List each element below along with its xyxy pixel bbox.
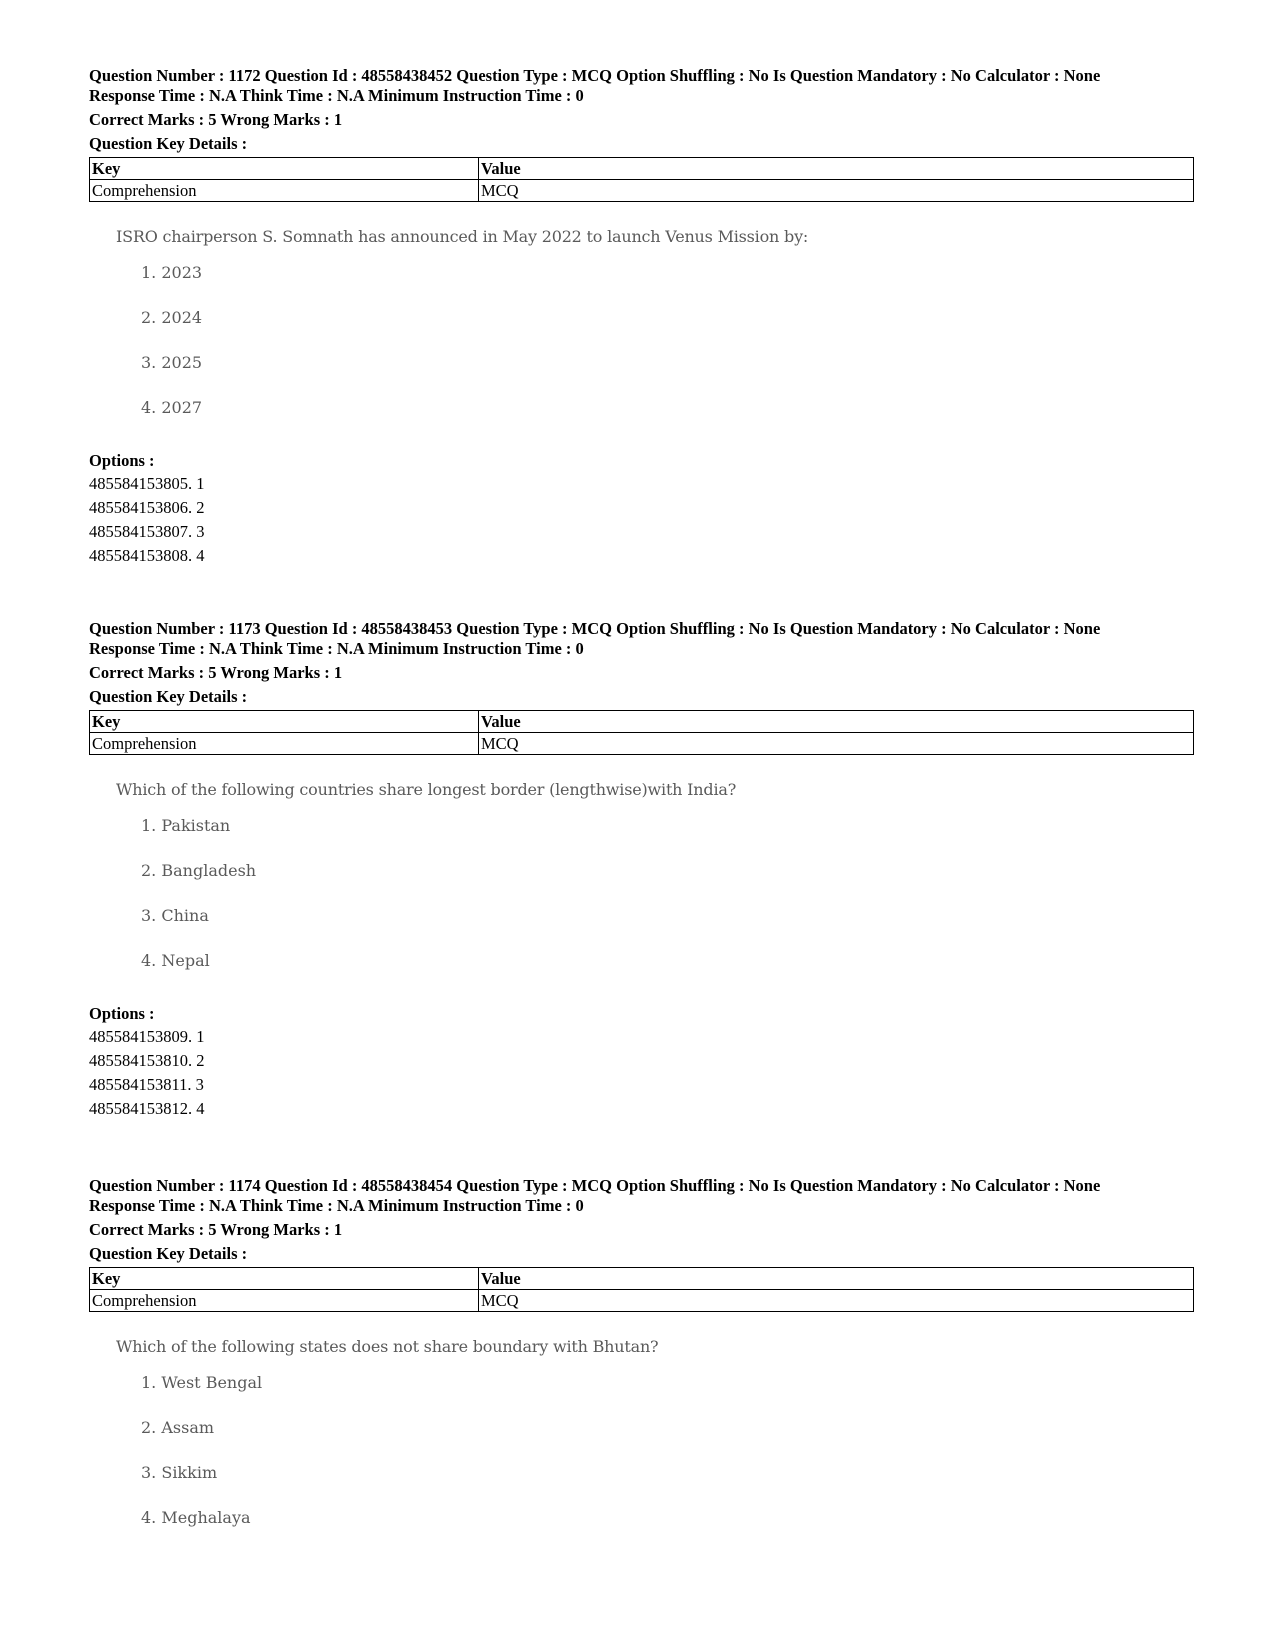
key-cell: Comprehension xyxy=(90,1290,479,1312)
question-meta-line2: Response Time : N.A Think Time : N.A Minimum Instruction Time : 0 xyxy=(89,639,584,658)
option-id-1: 485584153809. 1 xyxy=(89,1027,205,1046)
value-cell: MCQ xyxy=(479,733,1194,755)
question-meta-line2: Response Time : N.A Think Time : N.A Minimum Instruction Time : 0 xyxy=(89,86,584,105)
key-cell: Comprehension xyxy=(90,180,479,202)
key-details-title: Question Key Details : xyxy=(89,687,248,706)
choice-2: 2. Assam xyxy=(141,1418,215,1437)
option-id-4: 485584153812. 4 xyxy=(89,1099,205,1118)
key-details-table xyxy=(89,157,1194,202)
choice-4: 4. Meghalaya xyxy=(141,1508,251,1527)
value-header: Value xyxy=(479,158,1194,180)
key-cell: Comprehension xyxy=(90,733,479,755)
key-details-table xyxy=(89,710,1194,755)
table-row xyxy=(90,180,1194,202)
choice-2: 2. Bangladesh xyxy=(141,861,257,880)
question-text: ISRO chairperson S. Somnath has announced in May 2022 to launch Venus Mission by: xyxy=(116,227,809,246)
choice-3: 3. Sikkim xyxy=(141,1463,218,1482)
value-header: Value xyxy=(479,711,1194,733)
value-cell: MCQ xyxy=(479,1290,1194,1312)
question-meta-line1: Question Number : 1173 Question Id : 48558438453 Question Type : MCQ Option Shuffling : No Is Question Mandatory : No Calculator : None xyxy=(89,619,1101,638)
key-details-table xyxy=(89,1267,1194,1312)
question-meta-line2: Response Time : N.A Think Time : N.A Minimum Instruction Time : 0 xyxy=(89,1196,584,1215)
table-header-row xyxy=(90,158,1194,180)
choice-1: 1. 2023 xyxy=(141,263,203,282)
choice-4: 4. 2027 xyxy=(141,398,203,417)
options-title: Options : xyxy=(89,1004,155,1023)
question-text: Which of the following states does not share boundary with Bhutan? xyxy=(116,1337,659,1356)
question-block-1173 xyxy=(89,619,1194,1121)
choice-3: 3. 2025 xyxy=(141,353,203,372)
question-meta-line1: Question Number : 1172 Question Id : 48558438452 Question Type : MCQ Option Shuffling : No Is Question Mandatory : No Calculator : None xyxy=(89,66,1101,85)
table-header-row xyxy=(90,1268,1194,1290)
value-header: Value xyxy=(479,1268,1194,1290)
question-block-1174 xyxy=(89,1176,1194,1540)
choice-1: 1. Pakistan xyxy=(141,816,231,835)
option-id-4: 485584153808. 4 xyxy=(89,546,205,565)
marks-line: Correct Marks : 5 Wrong Marks : 1 xyxy=(89,110,343,129)
question-image xyxy=(116,1334,1194,1540)
question-text: Which of the following countries share longest border (lengthwise)with India? xyxy=(116,780,737,799)
option-id-1: 485584153805. 1 xyxy=(89,474,205,493)
option-id-3: 485584153807. 3 xyxy=(89,522,205,541)
key-header: Key xyxy=(90,711,479,733)
option-id-3: 485584153811. 3 xyxy=(89,1075,204,1094)
choice-4: 4. Nepal xyxy=(141,951,210,970)
key-header: Key xyxy=(90,1268,479,1290)
choice-3: 3. China xyxy=(141,906,209,925)
choice-1: 1. West Bengal xyxy=(141,1373,263,1392)
table-header-row xyxy=(90,711,1194,733)
marks-line: Correct Marks : 5 Wrong Marks : 1 xyxy=(89,663,343,682)
question-block-1172 xyxy=(89,66,1194,568)
question-image xyxy=(116,777,1194,983)
question-meta-line1: Question Number : 1174 Question Id : 48558438454 Question Type : MCQ Option Shuffling : No Is Question Mandatory : No Calculator : None xyxy=(89,1176,1101,1195)
key-details-title: Question Key Details : xyxy=(89,1244,248,1263)
options-title: Options : xyxy=(89,451,155,470)
option-id-2: 485584153810. 2 xyxy=(89,1051,205,1070)
option-id-2: 485584153806. 2 xyxy=(89,498,205,517)
key-details-title: Question Key Details : xyxy=(89,134,248,153)
choice-2: 2. 2024 xyxy=(141,308,203,327)
question-image xyxy=(116,224,1194,430)
table-row xyxy=(90,733,1194,755)
value-cell: MCQ xyxy=(479,180,1194,202)
key-header: Key xyxy=(90,158,479,180)
table-row xyxy=(90,1290,1194,1312)
marks-line: Correct Marks : 5 Wrong Marks : 1 xyxy=(89,1220,343,1239)
